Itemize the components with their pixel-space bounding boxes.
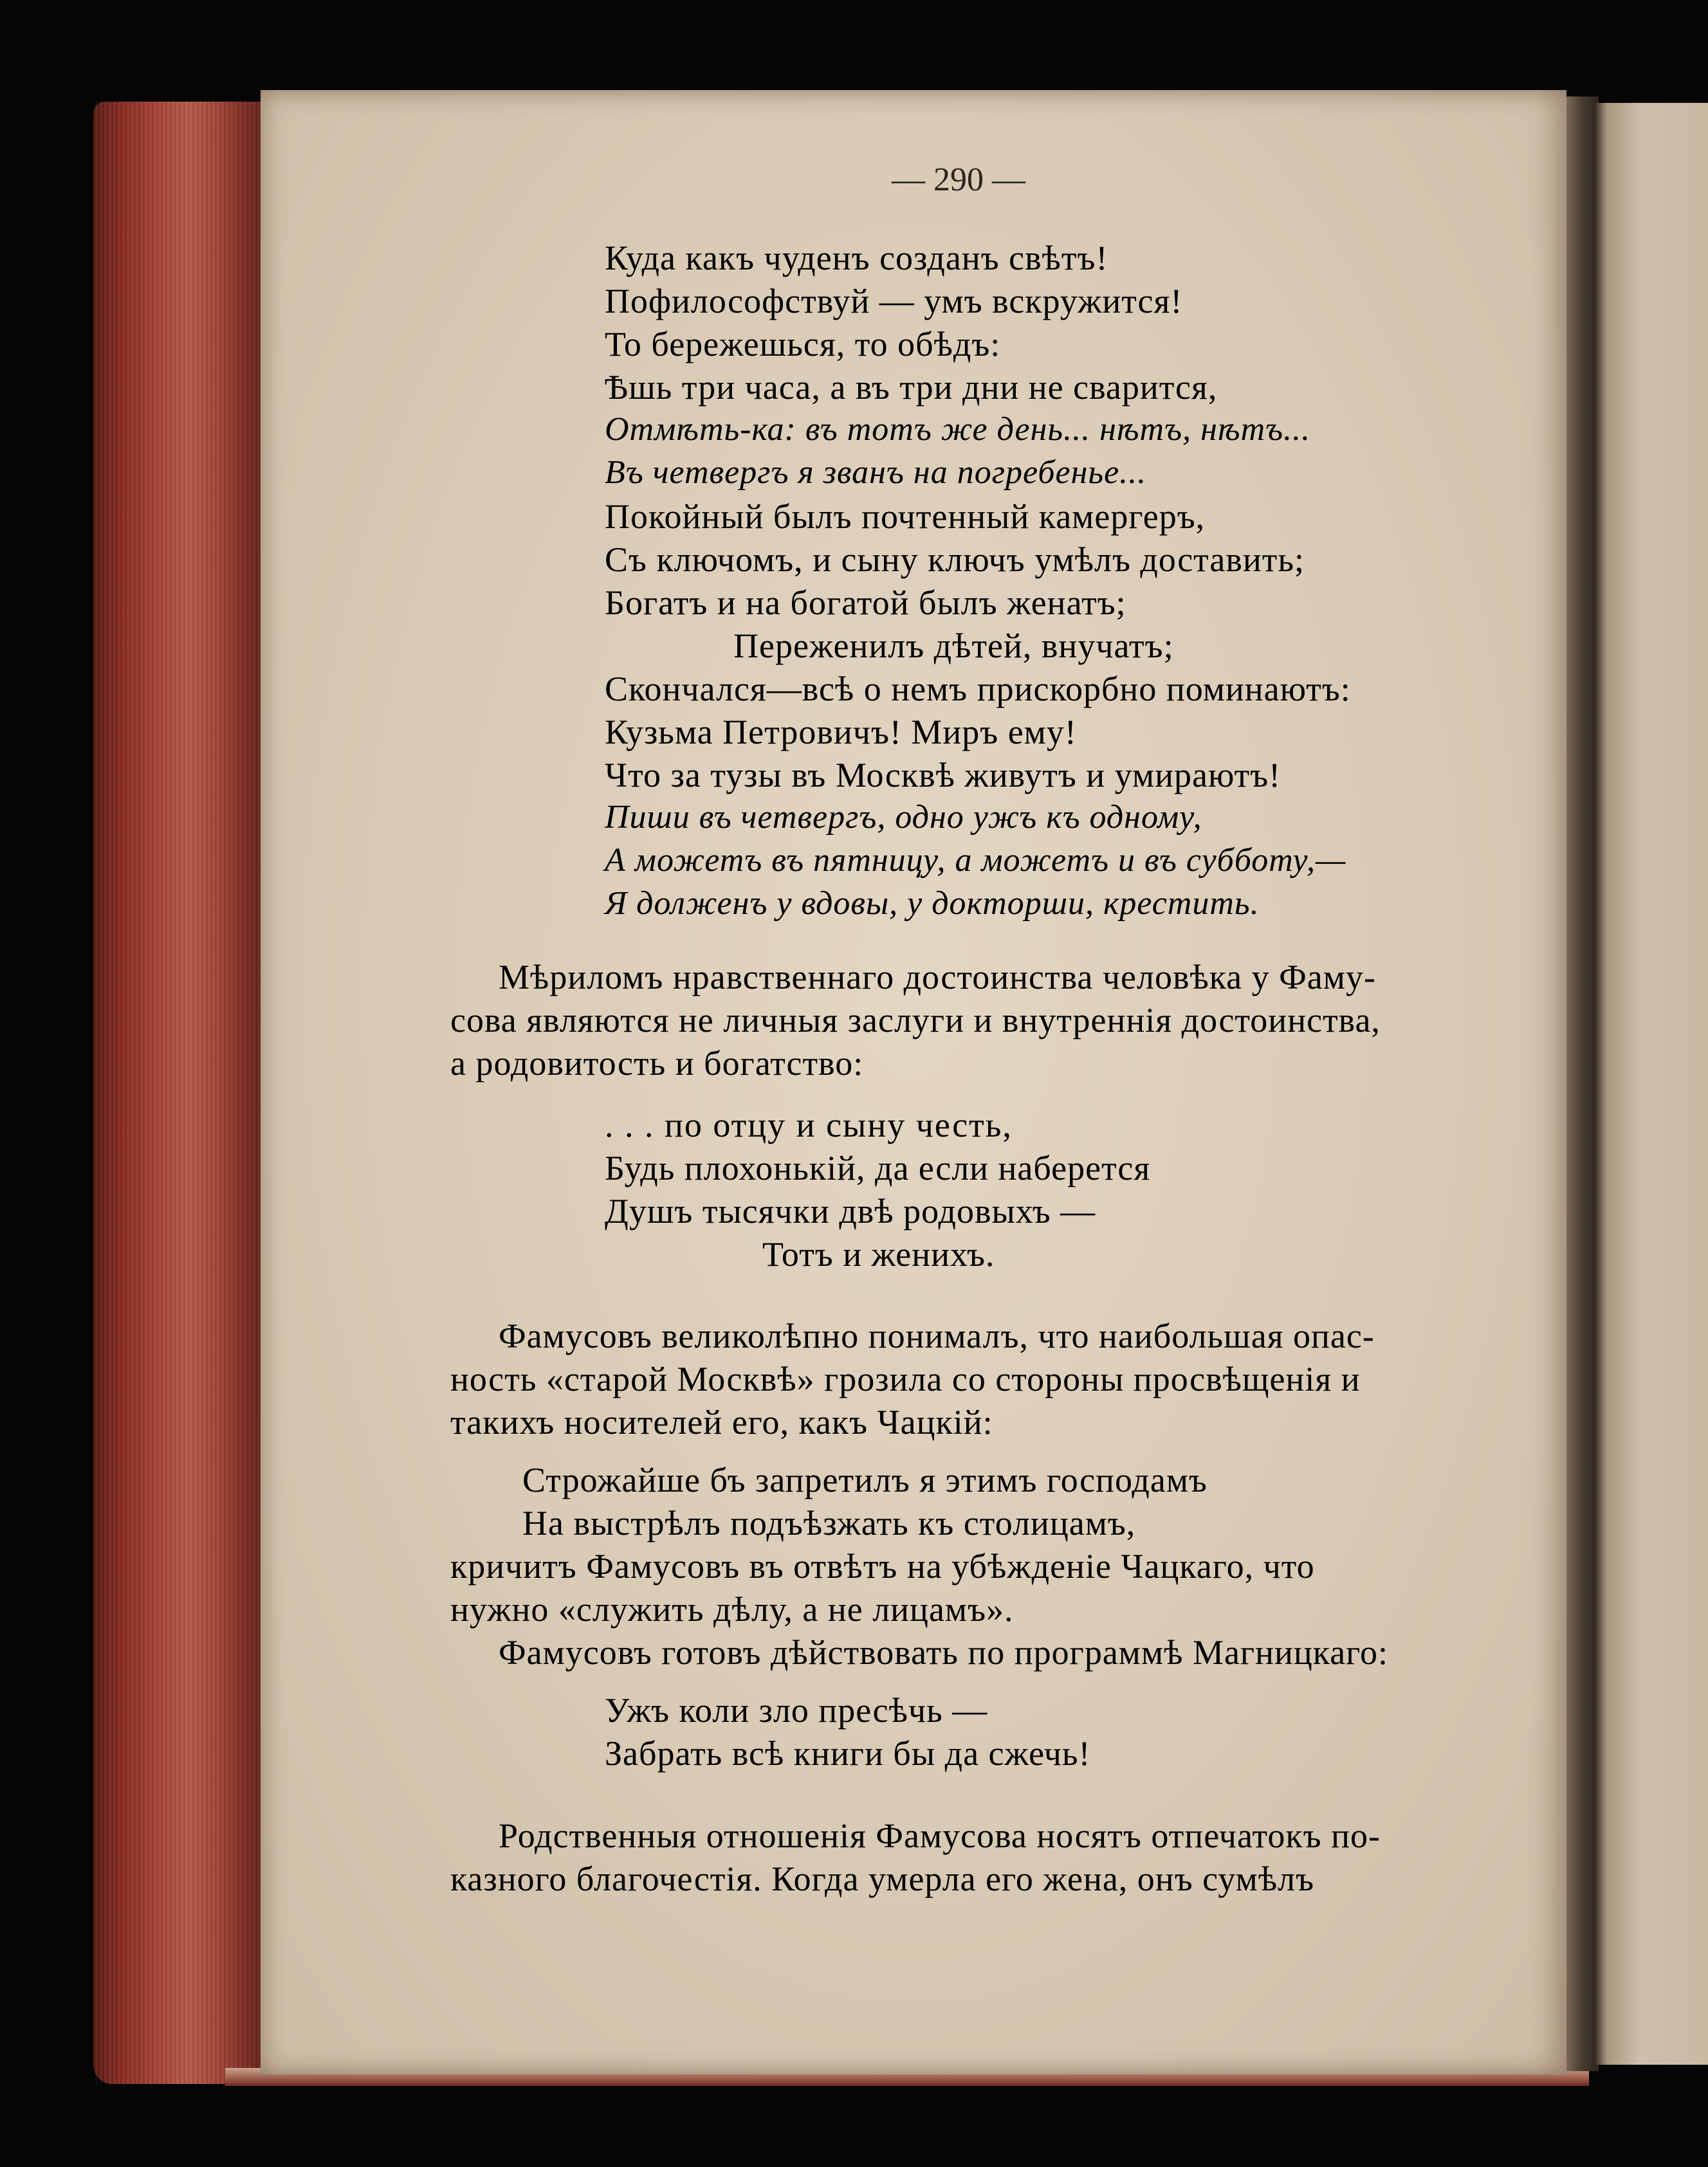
verse-line: Тотъ и женихъ. bbox=[762, 1235, 995, 1274]
paragraph-line: Фамусовъ готовъ дѣйствовать по программѣ Магницкаго: bbox=[499, 1633, 1388, 1672]
verse-line-italic: Я долженъ у вдовы, у докторши, крестить. bbox=[605, 885, 1260, 922]
paragraph-line: Родственныя отношенія Фамусова носятъ отпечатокъ по- bbox=[499, 1816, 1381, 1855]
paragraph-line: нужно «служить дѣлу, а не лицамъ». bbox=[450, 1590, 1014, 1629]
facing-page bbox=[1595, 103, 1708, 2065]
verse-line: Переженилъ дѣтей, внучатъ; bbox=[733, 626, 1174, 665]
verse-line-italic: Пиши въ четвергъ, одно ужъ къ одному, bbox=[605, 799, 1202, 836]
paragraph-line: сова являются не личныя заслуги и внутреннія достоинства, bbox=[450, 1001, 1381, 1039]
verse-line: Кузьма Петровичъ! Миръ ему! bbox=[605, 713, 1077, 751]
verse-line: Богатъ и на богатой былъ женатъ; bbox=[605, 583, 1126, 622]
verse-line: Что за тузы въ Москвѣ живутъ и умираютъ! bbox=[605, 756, 1281, 794]
paragraph-line: Фамусовъ великолѣпно понималъ, что наибольшая опас- bbox=[499, 1317, 1375, 1355]
paragraph-line: казного благочестія. Когда умерла его жена, онъ сумѣлъ bbox=[450, 1860, 1315, 1898]
verse-line: Будь плохонькій, да если наберется bbox=[605, 1149, 1151, 1187]
paragraph-line: Мѣриломъ нравственнаго достоинства человѣка у Фаму- bbox=[499, 958, 1376, 996]
verse-line: Покойный былъ почтенный камергеръ, bbox=[605, 497, 1206, 536]
verse-line: Ужъ коли зло пресѣчь — bbox=[605, 1691, 988, 1730]
verse-line: Пофилософствуй — умъ вскружится! bbox=[605, 282, 1183, 320]
verse-line: Съ ключомъ, и сыну ключъ умѣлъ доставить; bbox=[605, 540, 1305, 579]
verse-line: Ѣшь три часа, а въ три дни не сварится, bbox=[605, 368, 1218, 407]
verse-line-italic: А можетъ въ пятницу, а можетъ и въ субботу,— bbox=[605, 842, 1346, 879]
verse-line: Душъ тысячки двѣ родовыхъ — bbox=[605, 1192, 1096, 1230]
verse-line: Строжайше бъ запретилъ я этимъ господамъ bbox=[522, 1461, 1208, 1499]
verse-line: Куда какъ чуденъ созданъ свѣтъ! bbox=[605, 239, 1108, 277]
paragraph-line: ность «старой Москвѣ» грозила со стороны просвѣщенія и bbox=[450, 1360, 1361, 1398]
verse-line-italic: Отмѣть-ка: въ тотъ же день... нѣтъ, нѣтъ... bbox=[605, 411, 1311, 448]
paragraph-line: а родовитость и богатство: bbox=[450, 1044, 864, 1083]
page-number: — 290 — bbox=[892, 161, 1025, 198]
paragraph-line: такихъ носителей его, какъ Чацкій: bbox=[450, 1403, 993, 1441]
verse-line: На выстрѣлъ подъѣзжать къ столицамъ, bbox=[522, 1504, 1136, 1542]
verse-line: То бережешься, то обѣдъ: bbox=[605, 325, 1001, 363]
book-page-edge bbox=[93, 102, 267, 2084]
paragraph-line: кричитъ Фамусовъ въ отвѣтъ на убѣжденіе Чацкаго, что bbox=[450, 1547, 1315, 1586]
verse-line: . . . по отцу и сыну честь, bbox=[605, 1106, 1013, 1144]
verse-line: Скончался—всѣ о немъ прискорбно поминаютъ: bbox=[605, 670, 1351, 708]
verse-line: Забрать всѣ книги бы да сжечь! bbox=[605, 1734, 1091, 1773]
verse-line-italic: Въ четвергъ я званъ на погребенье... bbox=[605, 454, 1147, 491]
